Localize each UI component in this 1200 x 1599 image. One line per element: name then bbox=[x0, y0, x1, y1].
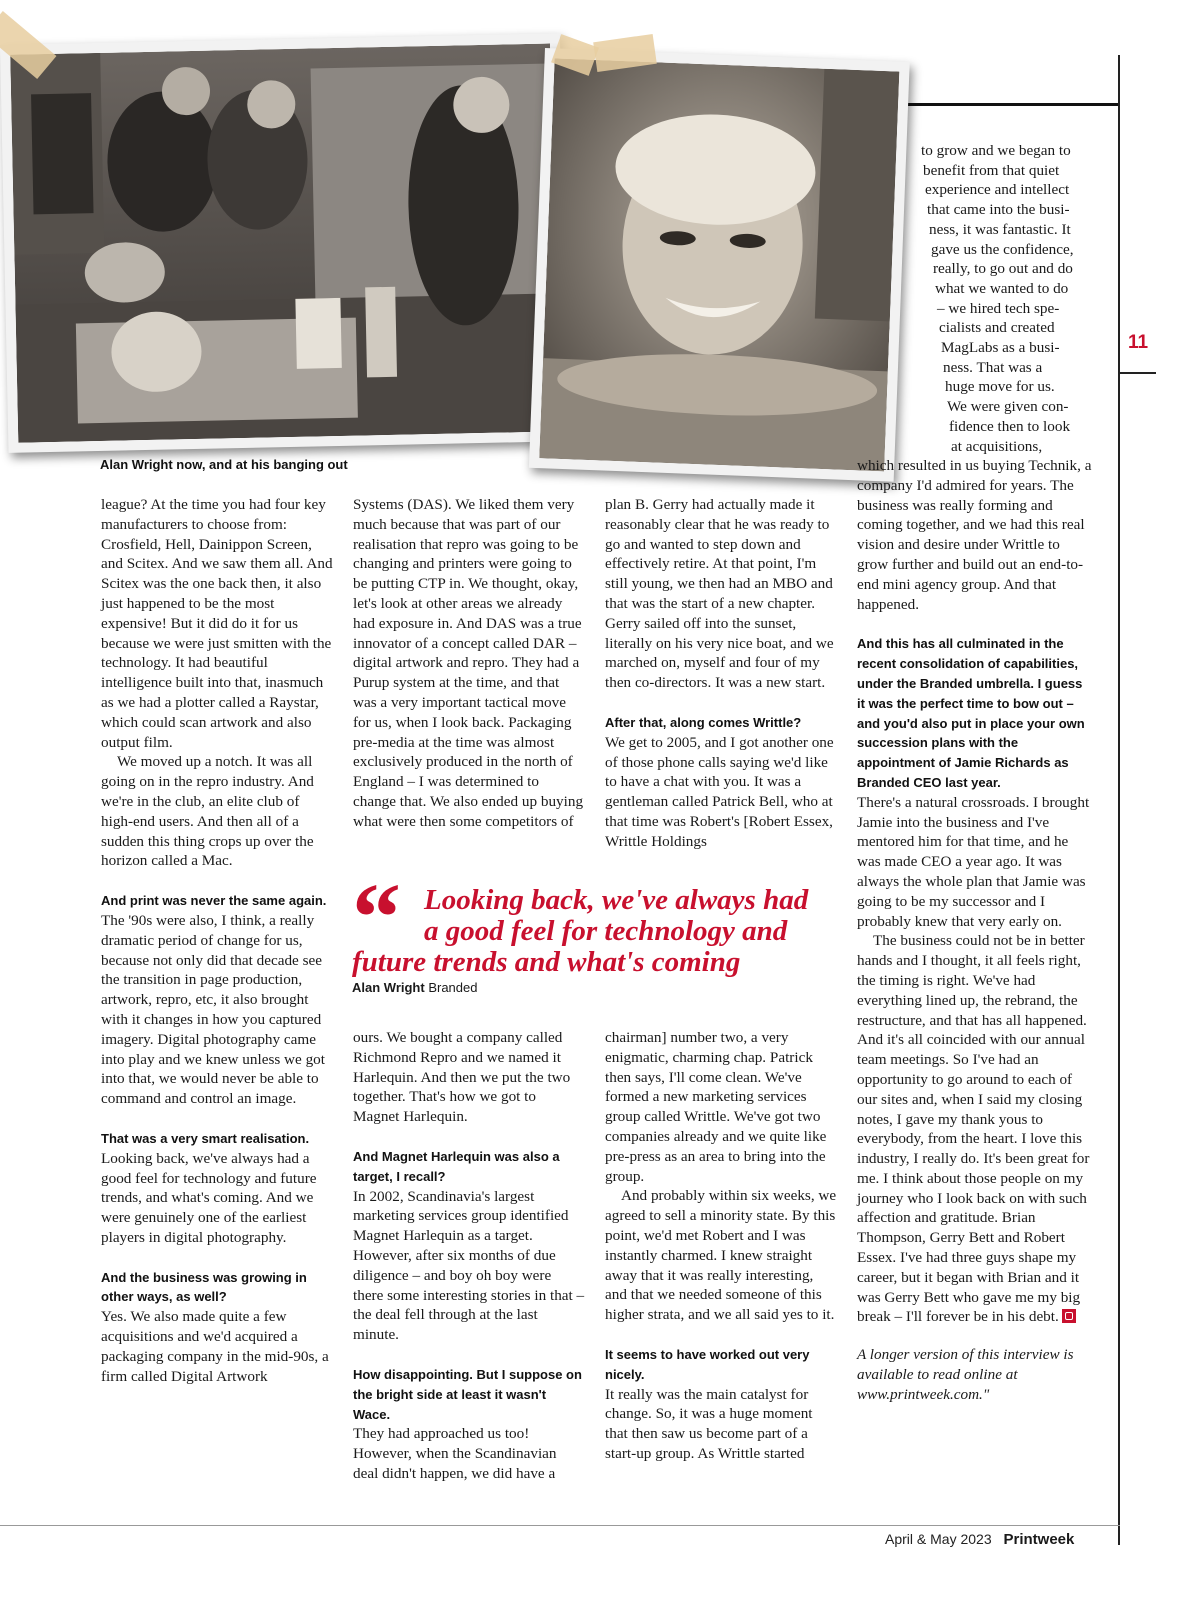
article-column-3-bottom bbox=[605, 1028, 837, 1464]
wrap-line: We were given con- bbox=[947, 398, 1069, 416]
body-paragraph: plan B. Gerry had actually made it reasonably clear that he was ready to go and wanted to step down and effectively retire. At that point, I'm still young, we then had an MBO and that was the start of a new chapter. Gerry sailed off into the sunset, literally on his very nice boat, and we marched on, myself and four of my then co-directors. It was a new start. bbox=[605, 496, 834, 692]
pull-quote-attribution bbox=[352, 980, 842, 995]
wrap-line: experience and intellect bbox=[925, 181, 1070, 199]
body-paragraph: It really was the main catalyst for change. So, it was a huge moment that then saw us become part of a start-up group. As Writtle started bbox=[605, 1385, 813, 1462]
photo-caption: Alan Wright now, and at his banging out bbox=[100, 457, 348, 472]
body-paragraph: Looking back, we've always had a good feel for technology and future trends, and what's coming. And we were genuinely one of the earliest players in digital photography. bbox=[101, 1149, 317, 1246]
pull-quote-line: Looking back, we've always had bbox=[424, 884, 809, 916]
banging-out-photo-image bbox=[10, 43, 558, 442]
pull-quote-line: future trends and what's coming bbox=[352, 946, 741, 978]
interview-question: And the business was growing in other ways, as well? bbox=[101, 1269, 307, 1305]
article-column-1 bbox=[101, 495, 333, 1386]
interview-question: After that, along comes Writtle? bbox=[605, 714, 802, 730]
interview-question: That was a very smart realisation. bbox=[101, 1130, 310, 1146]
wrap-line: fidence then to look bbox=[949, 417, 1071, 435]
wrap-line: ness, it was fantastic. It bbox=[929, 220, 1071, 238]
sign-off-note: A longer version of this interview is available to read online at www.printweek.com." bbox=[857, 1346, 1074, 1403]
wrap-line: really, to go out and do bbox=[933, 260, 1073, 278]
portrait-photo-image bbox=[539, 58, 899, 471]
body-paragraph: In 2002, Scandinavia's largest marketing services group identified Magnet Harlequin as a target. However, after six months of due diligence – and boy oh boy were there some interesting stories in that – the deal fell through at the last minute. bbox=[353, 1187, 585, 1344]
article-column-2-bottom bbox=[353, 1028, 585, 1484]
attribution-org: Branded bbox=[428, 980, 478, 995]
issue-date: April & May 2023 bbox=[885, 1531, 992, 1547]
body-paragraph: ours. We bought a company called Richmond Repro and we named it Harlequin. And then we put the two together. That's how we got to Magnet Harlequin. bbox=[353, 1029, 571, 1126]
interview-question: It seems to have worked out very nicely. bbox=[605, 1346, 810, 1382]
wrap-line: to grow and we began to bbox=[921, 142, 1071, 159]
interview-question: And print was never the same again. bbox=[101, 893, 327, 909]
body-paragraph: chairman] number two, a very enigmatic, charming chap. Patrick then says, I'll come clean. We've formed a new marketing services group called Writtle. We've got two companies already and we quite like pre-press as an area to bring into the group. bbox=[605, 1029, 827, 1185]
wrap-line: that came into the busi- bbox=[927, 201, 1070, 219]
pull-quote bbox=[352, 864, 842, 995]
banging-out-photo bbox=[0, 33, 568, 453]
wrap-line: what we wanted to do bbox=[935, 279, 1069, 297]
wrap-line: MagLabs as a busi- bbox=[941, 339, 1060, 356]
body-paragraph: which resulted in us buying Technik, a company I'd admired for years. The business was really forming and coming together, and we had this real vision and desire under Writtle to grow further and build out an end-to-end mini agency group. And that happened. bbox=[857, 457, 1092, 613]
closing-text: The business could not be in better hands and I thought, it all feels right, the timing is right. We've had everything lined up, the rebrand, the restructure, and that has all happened. And it's all coincided with our annual team meetings. So I've had an opportunity to go around to each of our sites and, when I said my closing notes, I gave my thank yous to everybody, from the heart. I love this industry, I really do. It's been great for me. I think about those people on my journey who I look back on with such affection and gratitude. Brian Thompson, Gerry Bett and Robert Essex. I've had three guys shape my career, but it began with Brian and it was Gerry Bett who gave me my big break – I'll forever be in his debt. bbox=[857, 932, 1090, 1326]
body-paragraph bbox=[857, 931, 1093, 1327]
wrap-line: at acquisitions, bbox=[951, 437, 1043, 455]
wrap-line: benefit from that quiet bbox=[923, 161, 1060, 179]
body-paragraph: We moved up a notch. It was all going on in the repro industry. And we're in the club, an elite club of high-end users. And then all of a sudden this thing crops up over the horizon called a Mac. bbox=[101, 753, 314, 870]
wrap-line: gave us the confidence, bbox=[931, 240, 1074, 258]
interview-question: And this has all culminated in the recent consolidation of capabilities, under the Branded umbrella. I guess it was the perfect time to bow out – and you'd also put in place your own succession plans with the appointment of Jamie Richards as Branded CEO last year. bbox=[857, 636, 1085, 790]
magazine-name: Printweek bbox=[1003, 1531, 1075, 1548]
wrap-line: cialists and created bbox=[939, 319, 1055, 337]
body-paragraph: There's a natural crossroads. I brought Jamie into the business and I've mentored him for that time, and he was made CEO a year ago. It was always the whole plan that Jamie was going to be my successor and I probably knew that very early on. bbox=[857, 793, 1090, 930]
page-footer bbox=[885, 1531, 1074, 1548]
pull-quote-text bbox=[352, 885, 842, 978]
body-paragraph: Yes. We also made quite a few acquisitions and we'd acquired a packaging company in the mid-90s, a firm called Digital Artwork bbox=[101, 1308, 329, 1385]
body-paragraph: And probably within six weeks, we agreed to sell a minority state. By this point, we'd met Robert and I was instantly charmed. I knew straight away that it was really interesting, and that we needed someone of this higher strata, and we all said yes to it. bbox=[605, 1187, 837, 1324]
top-rule bbox=[905, 103, 1120, 106]
interview-question: How disappointing. But I suppose on the bright side at least it wasn't Wace. bbox=[353, 1366, 582, 1422]
quote-mark-icon: “ bbox=[352, 864, 401, 972]
wrap-line: – we hired tech spe- bbox=[937, 299, 1060, 317]
body-paragraph: They had approached us too! However, when the Scandinavian deal didn't happen, we did have a bbox=[353, 1425, 557, 1482]
body-paragraph: Systems (DAS). We liked them very much because that was part of our realisation that repro was going to be changing and printers were going to be putting CTP in. We thought, okay, let's look at other areas we already had exposure in. And DAS was a true innovator of a concept called DAR – digital artwork and repro. They had a Purup system at the time, and that was a very important tactical move for us, when I look back. Packaging pre-media at the time was almost exclusively produced in the north of England – I was determined to change that. We also ended up buying what were then some competitors of bbox=[353, 496, 584, 830]
wrap-line: ness. That was a bbox=[943, 358, 1043, 376]
interview-question: And Magnet Harlequin was also a target, I recall? bbox=[353, 1148, 560, 1184]
article-column-2-top bbox=[353, 495, 585, 832]
wrap-line: huge move for us. bbox=[945, 378, 1055, 396]
vertical-rule bbox=[1118, 55, 1120, 1545]
page-number: 11 bbox=[1128, 332, 1149, 353]
portrait-photo bbox=[529, 48, 910, 482]
body-paragraph: league? At the time you had four key manufacturers to choose from: Crosfield, Hell, Dainippon Screen, and Scitex. And we saw them all. And Scitex was the one back then, it also just happened to be the most expensive! But it did do it for us because we were just smitten with the technology. It had beautiful intelligence built into that, inasmuch as we had a plotter called a Raystar, which could scan artwork and also output film. bbox=[101, 496, 333, 751]
pull-quote-line: a good feel for technology and bbox=[424, 915, 788, 947]
article-column-3-top bbox=[605, 495, 837, 852]
end-mark-icon bbox=[1062, 1309, 1076, 1323]
attribution-name: Alan Wright bbox=[352, 980, 425, 995]
article-column-4 bbox=[857, 456, 1093, 1405]
body-paragraph: The '90s were also, I think, a really dramatic period of change for us, because not only did that decade see the transition in page production, artwork, repro, etc, it also brought with it changes in how you captured imagery. Digital photography came into play and we knew unless we got into that, we would never be able to command and control an image. bbox=[101, 911, 325, 1108]
footer-rule bbox=[0, 1525, 1120, 1526]
page-number-rule bbox=[1120, 372, 1156, 374]
body-paragraph: We get to 2005, and I got another one of those phone calls saying we'd like to have a chat with you. It was a gentleman called Patrick Bell, who at that time was Robert's [Robert Essex, Writtle Holdings bbox=[605, 733, 834, 850]
